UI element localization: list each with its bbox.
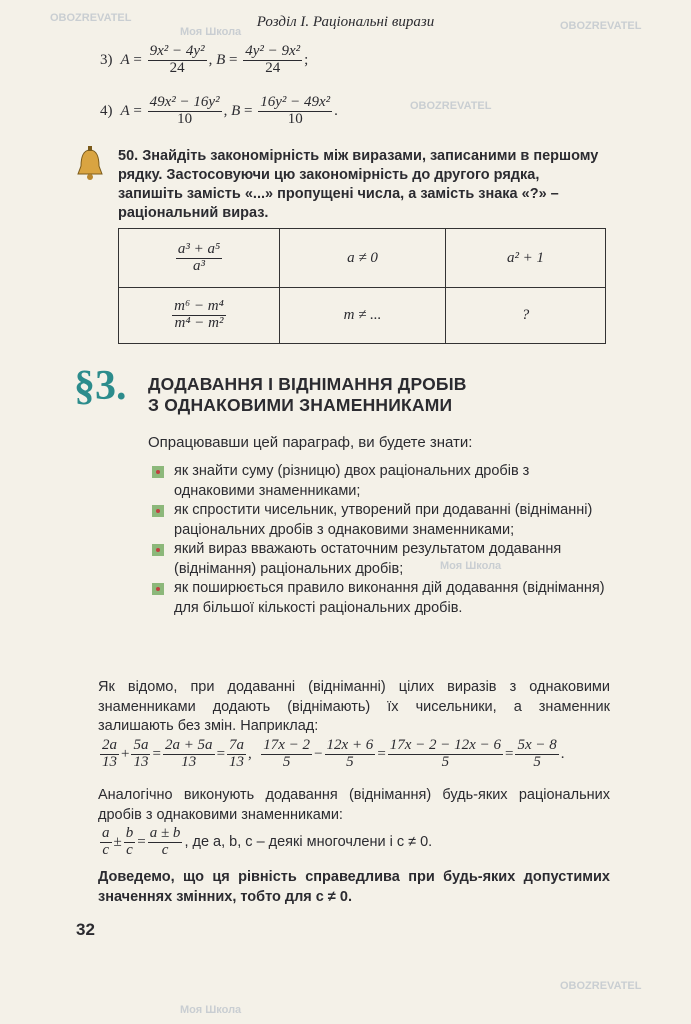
paragraph-3: Доведемо, що ця рівність справедлива при будь-яких допустимих значеннях змінних, тобто для c ≠ 0. bbox=[98, 869, 610, 905]
table-cell: a ≠ 0 bbox=[280, 229, 446, 288]
list-item: який вираз вважають остаточним результатом додавання (віднімання) раціональних дробів; bbox=[150, 540, 610, 579]
bullet-icon bbox=[152, 544, 164, 556]
fraction-b: $\frac{\text{4y² − 9x²}}{24}$ bbox=[245, 43, 301, 76]
bell-icon bbox=[74, 146, 106, 184]
watermark: Моя Школа bbox=[180, 26, 242, 38]
rule-formula: $\frac{a}{c}$ ± $\frac{b}{c}$ = $\frac{a \pm b}{c}$ , де a, b, c – деякі многочлени і c ≠ 0. bbox=[102, 825, 433, 858]
table-cell: a² + 1 bbox=[446, 229, 606, 288]
task-50 bbox=[118, 147, 608, 223]
header-title: Розділ І. Раціональні вирази bbox=[256, 14, 435, 30]
paragraph-2: Аналогічно виконують додавання (віднімання) будь-яких раціональних дробів з однаковими знаменниками: bbox=[98, 787, 610, 823]
watermark: OBOZREVATEL bbox=[410, 100, 492, 112]
table-cell: m ≠ ... bbox=[280, 288, 446, 344]
bullet-icon bbox=[152, 466, 164, 478]
watermark: Моя Школа bbox=[180, 1004, 242, 1016]
exercise-item-3: 3) A = $\frac{\text{9x² − 4y²}}{24}$ , B = $\frac{\text{4y² − 9x²}}{24}$ ; bbox=[100, 43, 309, 76]
table-cell: $\frac{\text{a³ + a⁵}}{\text{a³}}$ bbox=[119, 229, 280, 288]
section-number: §3. bbox=[74, 363, 127, 409]
table-row bbox=[119, 229, 606, 288]
exercise-item-4: 4) A = $\frac{\text{49x² − 16y²}}{10}$ , B = $\frac{\text{16y² − 49x²}}{10}$ . bbox=[100, 94, 338, 127]
watermark: OBOZREVATEL bbox=[560, 20, 642, 32]
list-item: як поширюється правило виконання дій додавання (віднімання) для більшої кількості раціональних дробів. bbox=[150, 579, 610, 618]
item-label: 3) bbox=[100, 51, 113, 68]
watermark: OBOZREVATEL bbox=[560, 980, 642, 992]
table-cell: $\frac{\text{m⁶ − m⁴}}{\text{m⁴ − m²}}$ bbox=[119, 288, 280, 344]
list-item: як спростити чисельник, утворений при додаванні (відніманні) раціональних дробів з однаковими знаменниками; bbox=[150, 501, 610, 540]
section-intro: Опрацювавши цей параграф, ви будете знати: bbox=[148, 434, 473, 451]
pattern-table bbox=[118, 228, 606, 344]
task-number: 50. bbox=[118, 148, 139, 164]
running-header bbox=[0, 14, 691, 31]
example-formula: $\frac{2a}{13}$ + $\frac{5a}{13}$ = $\frac{2a + 5a}{13}$ = $\frac{7a}{13}$ , $\frac{17x - 2}{5}$ − $\frac{12x + 6}{5}$ = $\frac{17x - 2 - 12x - 6}{5}$ = $\frac{5x - 8}{5}$ . bbox=[102, 737, 565, 770]
watermark: Моя Школа bbox=[440, 560, 502, 572]
bullet-icon bbox=[152, 505, 164, 517]
task-text: Знайдіть закономірність між виразами, записаними в першому рядку. Застосовуючи цю закономірність до другого рядка, запишіть замість «...» пропущені числа, а замість знака «?» – раціональний вираз. bbox=[118, 148, 599, 221]
learning-goals-list bbox=[150, 462, 610, 618]
fraction-a: $\frac{\text{49x² − 16y²}}{10}$ bbox=[149, 94, 220, 127]
page-number: 32 bbox=[76, 920, 95, 939]
section-title: ДОДАВАННЯ І ВІДНІМАННЯ ДРОБІВ З ОДНАКОВИМИ ЗНАМЕННИКАМИ bbox=[148, 374, 467, 415]
table-row bbox=[119, 288, 606, 344]
watermark: OBOZREVATEL bbox=[50, 12, 132, 24]
fraction-b: $\frac{\text{16y² − 49x²}}{10}$ bbox=[260, 94, 331, 127]
paragraph-1: Як відомо, при додаванні (відніманні) цілих виразів з однаковими знаменниками додають (віднімають) їх чисельники, а знаменник залишають без змін. Наприклад: bbox=[98, 679, 610, 734]
fraction-a: $\frac{\text{9x² − 4y²}}{24}$ bbox=[149, 43, 205, 76]
bullet-icon bbox=[152, 583, 164, 595]
table-cell: ? bbox=[446, 288, 606, 344]
item-label: 4) bbox=[100, 102, 113, 119]
list-item: як знайти суму (різницю) двох раціональних дробів з однаковими знаменниками; bbox=[150, 462, 610, 501]
